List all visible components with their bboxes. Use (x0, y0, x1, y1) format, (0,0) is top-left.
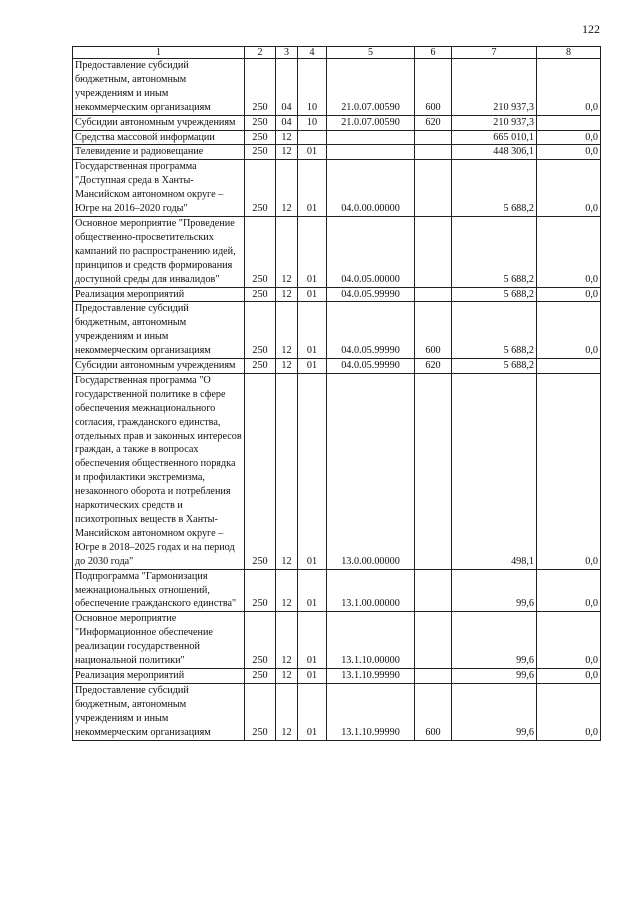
cell-c3: 12 (276, 373, 298, 569)
row-name: Субсидии автономным учреждениям (73, 359, 245, 374)
column-header: 8 (537, 47, 601, 59)
cell-c6 (415, 287, 452, 302)
cell-c8: 0,0 (537, 302, 601, 359)
cell-c7: 99,6 (452, 683, 537, 740)
cell-c8: 0,0 (537, 130, 601, 145)
cell-c7: 5 688,2 (452, 287, 537, 302)
cell-c3: 12 (276, 683, 298, 740)
cell-c2: 250 (245, 683, 276, 740)
column-header: 2 (245, 47, 276, 59)
cell-c2: 250 (245, 160, 276, 217)
cell-c3: 04 (276, 59, 298, 116)
cell-c2: 250 (245, 302, 276, 359)
cell-c8: 0,0 (537, 373, 601, 569)
cell-c6 (415, 373, 452, 569)
table-row (73, 59, 601, 116)
cell-c4: 01 (298, 359, 327, 374)
cell-c4: 01 (298, 287, 327, 302)
cell-c8: 0,0 (537, 216, 601, 287)
cell-c7: 210 937,3 (452, 115, 537, 130)
cell-c7: 665 010,1 (452, 130, 537, 145)
cell-c6 (415, 612, 452, 669)
cell-c7: 99,6 (452, 612, 537, 669)
row-name: Основное мероприятие "Проведение общественно-просветительских кампаний по распространению идей, принципов и средств формирования доступной среды для инвалидов" (73, 216, 245, 287)
cell-c5: 04.0.05.99990 (327, 359, 415, 374)
cell-c2: 250 (245, 216, 276, 287)
cell-c5: 04.0.00.00000 (327, 160, 415, 217)
table-row (73, 287, 601, 302)
cell-c4: 01 (298, 216, 327, 287)
cell-c7: 448 306,1 (452, 145, 537, 160)
cell-c8: 0,0 (537, 145, 601, 160)
row-name: Государственная программа "О государственной политике в сфере обеспечения межнационального согласия, гражданского единства, отдельных прав и законных интересов граждан, а также в вопросах обеспечения общественного порядка и профилактики экстремизма, незаконного оборота и потребления наркотических средств и психотропных веществ в Ханты-Мансийском автономном округе – Югре в 2018–2025 годах и на период до 2030 года" (73, 373, 245, 569)
cell-c4: 10 (298, 59, 327, 116)
cell-c6 (415, 160, 452, 217)
cell-c5: 21.0.07.00590 (327, 59, 415, 116)
column-header: 5 (327, 47, 415, 59)
cell-c4: 01 (298, 145, 327, 160)
cell-c2: 250 (245, 359, 276, 374)
cell-c6 (415, 569, 452, 612)
cell-c3: 04 (276, 115, 298, 130)
column-header: 3 (276, 47, 298, 59)
cell-c5: 13.0.00.00000 (327, 373, 415, 569)
column-header: 4 (298, 47, 327, 59)
table-row (73, 668, 601, 683)
cell-c5: 13.1.10.99990 (327, 683, 415, 740)
cell-c2: 250 (245, 145, 276, 160)
cell-c3: 12 (276, 569, 298, 612)
cell-c4: 10 (298, 115, 327, 130)
cell-c3: 12 (276, 145, 298, 160)
cell-c7: 5 688,2 (452, 160, 537, 217)
cell-c2: 250 (245, 373, 276, 569)
cell-c3: 12 (276, 216, 298, 287)
cell-c5: 13.1.10.00000 (327, 612, 415, 669)
cell-c8: 0,0 (537, 612, 601, 669)
cell-c4: 01 (298, 683, 327, 740)
cell-c3: 12 (276, 359, 298, 374)
cell-c6: 600 (415, 59, 452, 116)
cell-c2: 250 (245, 569, 276, 612)
cell-c2: 250 (245, 668, 276, 683)
cell-c3: 12 (276, 668, 298, 683)
budget-table (72, 46, 601, 741)
cell-c8: 0,0 (537, 59, 601, 116)
cell-c6 (415, 130, 452, 145)
column-header: 1 (73, 47, 245, 59)
cell-c5 (327, 130, 415, 145)
cell-c2: 250 (245, 612, 276, 669)
table-row (73, 115, 601, 130)
header-row (73, 47, 601, 59)
cell-c4: 01 (298, 569, 327, 612)
cell-c8 (537, 115, 601, 130)
cell-c8: 0,0 (537, 287, 601, 302)
cell-c6: 620 (415, 115, 452, 130)
cell-c5: 04.0.05.00000 (327, 216, 415, 287)
row-name: Средства массовой информации (73, 130, 245, 145)
column-header: 6 (415, 47, 452, 59)
page-number: 122 (582, 22, 600, 36)
table-row (73, 612, 601, 669)
cell-c5: 13.1.00.00000 (327, 569, 415, 612)
cell-c4: 01 (298, 373, 327, 569)
cell-c2: 250 (245, 59, 276, 116)
cell-c3: 12 (276, 130, 298, 145)
cell-c5: 04.0.05.99990 (327, 302, 415, 359)
cell-c6 (415, 145, 452, 160)
cell-c8: 0,0 (537, 160, 601, 217)
row-name: Реализация мероприятий (73, 668, 245, 683)
table-row (73, 145, 601, 160)
cell-c6: 620 (415, 359, 452, 374)
cell-c8: 0,0 (537, 683, 601, 740)
cell-c6: 600 (415, 302, 452, 359)
row-name: Предоставление субсидий бюджетным, автономным учреждениям и иным некоммерческим организациям (73, 302, 245, 359)
cell-c4: 01 (298, 668, 327, 683)
cell-c5: 21.0.07.00590 (327, 115, 415, 130)
cell-c8: 0,0 (537, 569, 601, 612)
row-name: Подпрограмма "Гармонизация межнациональных отношений, обеспечение гражданского единства" (73, 569, 245, 612)
table-row (73, 160, 601, 217)
cell-c5 (327, 145, 415, 160)
cell-c4: 01 (298, 160, 327, 217)
row-name: Предоставление субсидий бюджетным, автономным учреждениям и иным некоммерческим организациям (73, 59, 245, 116)
cell-c8: 0,0 (537, 668, 601, 683)
row-name: Основное мероприятие "Информационное обеспечение реализации государственной национальной политики" (73, 612, 245, 669)
cell-c6 (415, 668, 452, 683)
table-row (73, 683, 601, 740)
row-name: Телевидение и радиовещание (73, 145, 245, 160)
cell-c7: 99,6 (452, 569, 537, 612)
table-row (73, 216, 601, 287)
cell-c2: 250 (245, 287, 276, 302)
cell-c6: 600 (415, 683, 452, 740)
cell-c7: 5 688,2 (452, 216, 537, 287)
cell-c3: 12 (276, 302, 298, 359)
cell-c6 (415, 216, 452, 287)
cell-c5: 04.0.05.99990 (327, 287, 415, 302)
column-header: 7 (452, 47, 537, 59)
cell-c8 (537, 359, 601, 374)
table-row (73, 302, 601, 359)
table-row (73, 373, 601, 569)
row-name: Государственная программа "Доступная среда в Ханты-Мансийском автономном округе – Югре на 2016–2020 годы" (73, 160, 245, 217)
table-row (73, 569, 601, 612)
cell-c5: 13.1.10.99990 (327, 668, 415, 683)
row-name: Субсидии автономным учреждениям (73, 115, 245, 130)
row-name: Предоставление субсидий бюджетным, автономным учреждениям и иным некоммерческим организациям (73, 683, 245, 740)
cell-c4: 01 (298, 302, 327, 359)
cell-c4 (298, 130, 327, 145)
cell-c4: 01 (298, 612, 327, 669)
cell-c7: 5 688,2 (452, 302, 537, 359)
cell-c7: 99,6 (452, 668, 537, 683)
cell-c2: 250 (245, 130, 276, 145)
cell-c7: 5 688,2 (452, 359, 537, 374)
cell-c2: 250 (245, 115, 276, 130)
table-row (73, 130, 601, 145)
table-row (73, 359, 601, 374)
cell-c3: 12 (276, 287, 298, 302)
row-name: Реализация мероприятий (73, 287, 245, 302)
cell-c3: 12 (276, 160, 298, 217)
cell-c7: 498,1 (452, 373, 537, 569)
cell-c7: 210 937,3 (452, 59, 537, 116)
cell-c3: 12 (276, 612, 298, 669)
